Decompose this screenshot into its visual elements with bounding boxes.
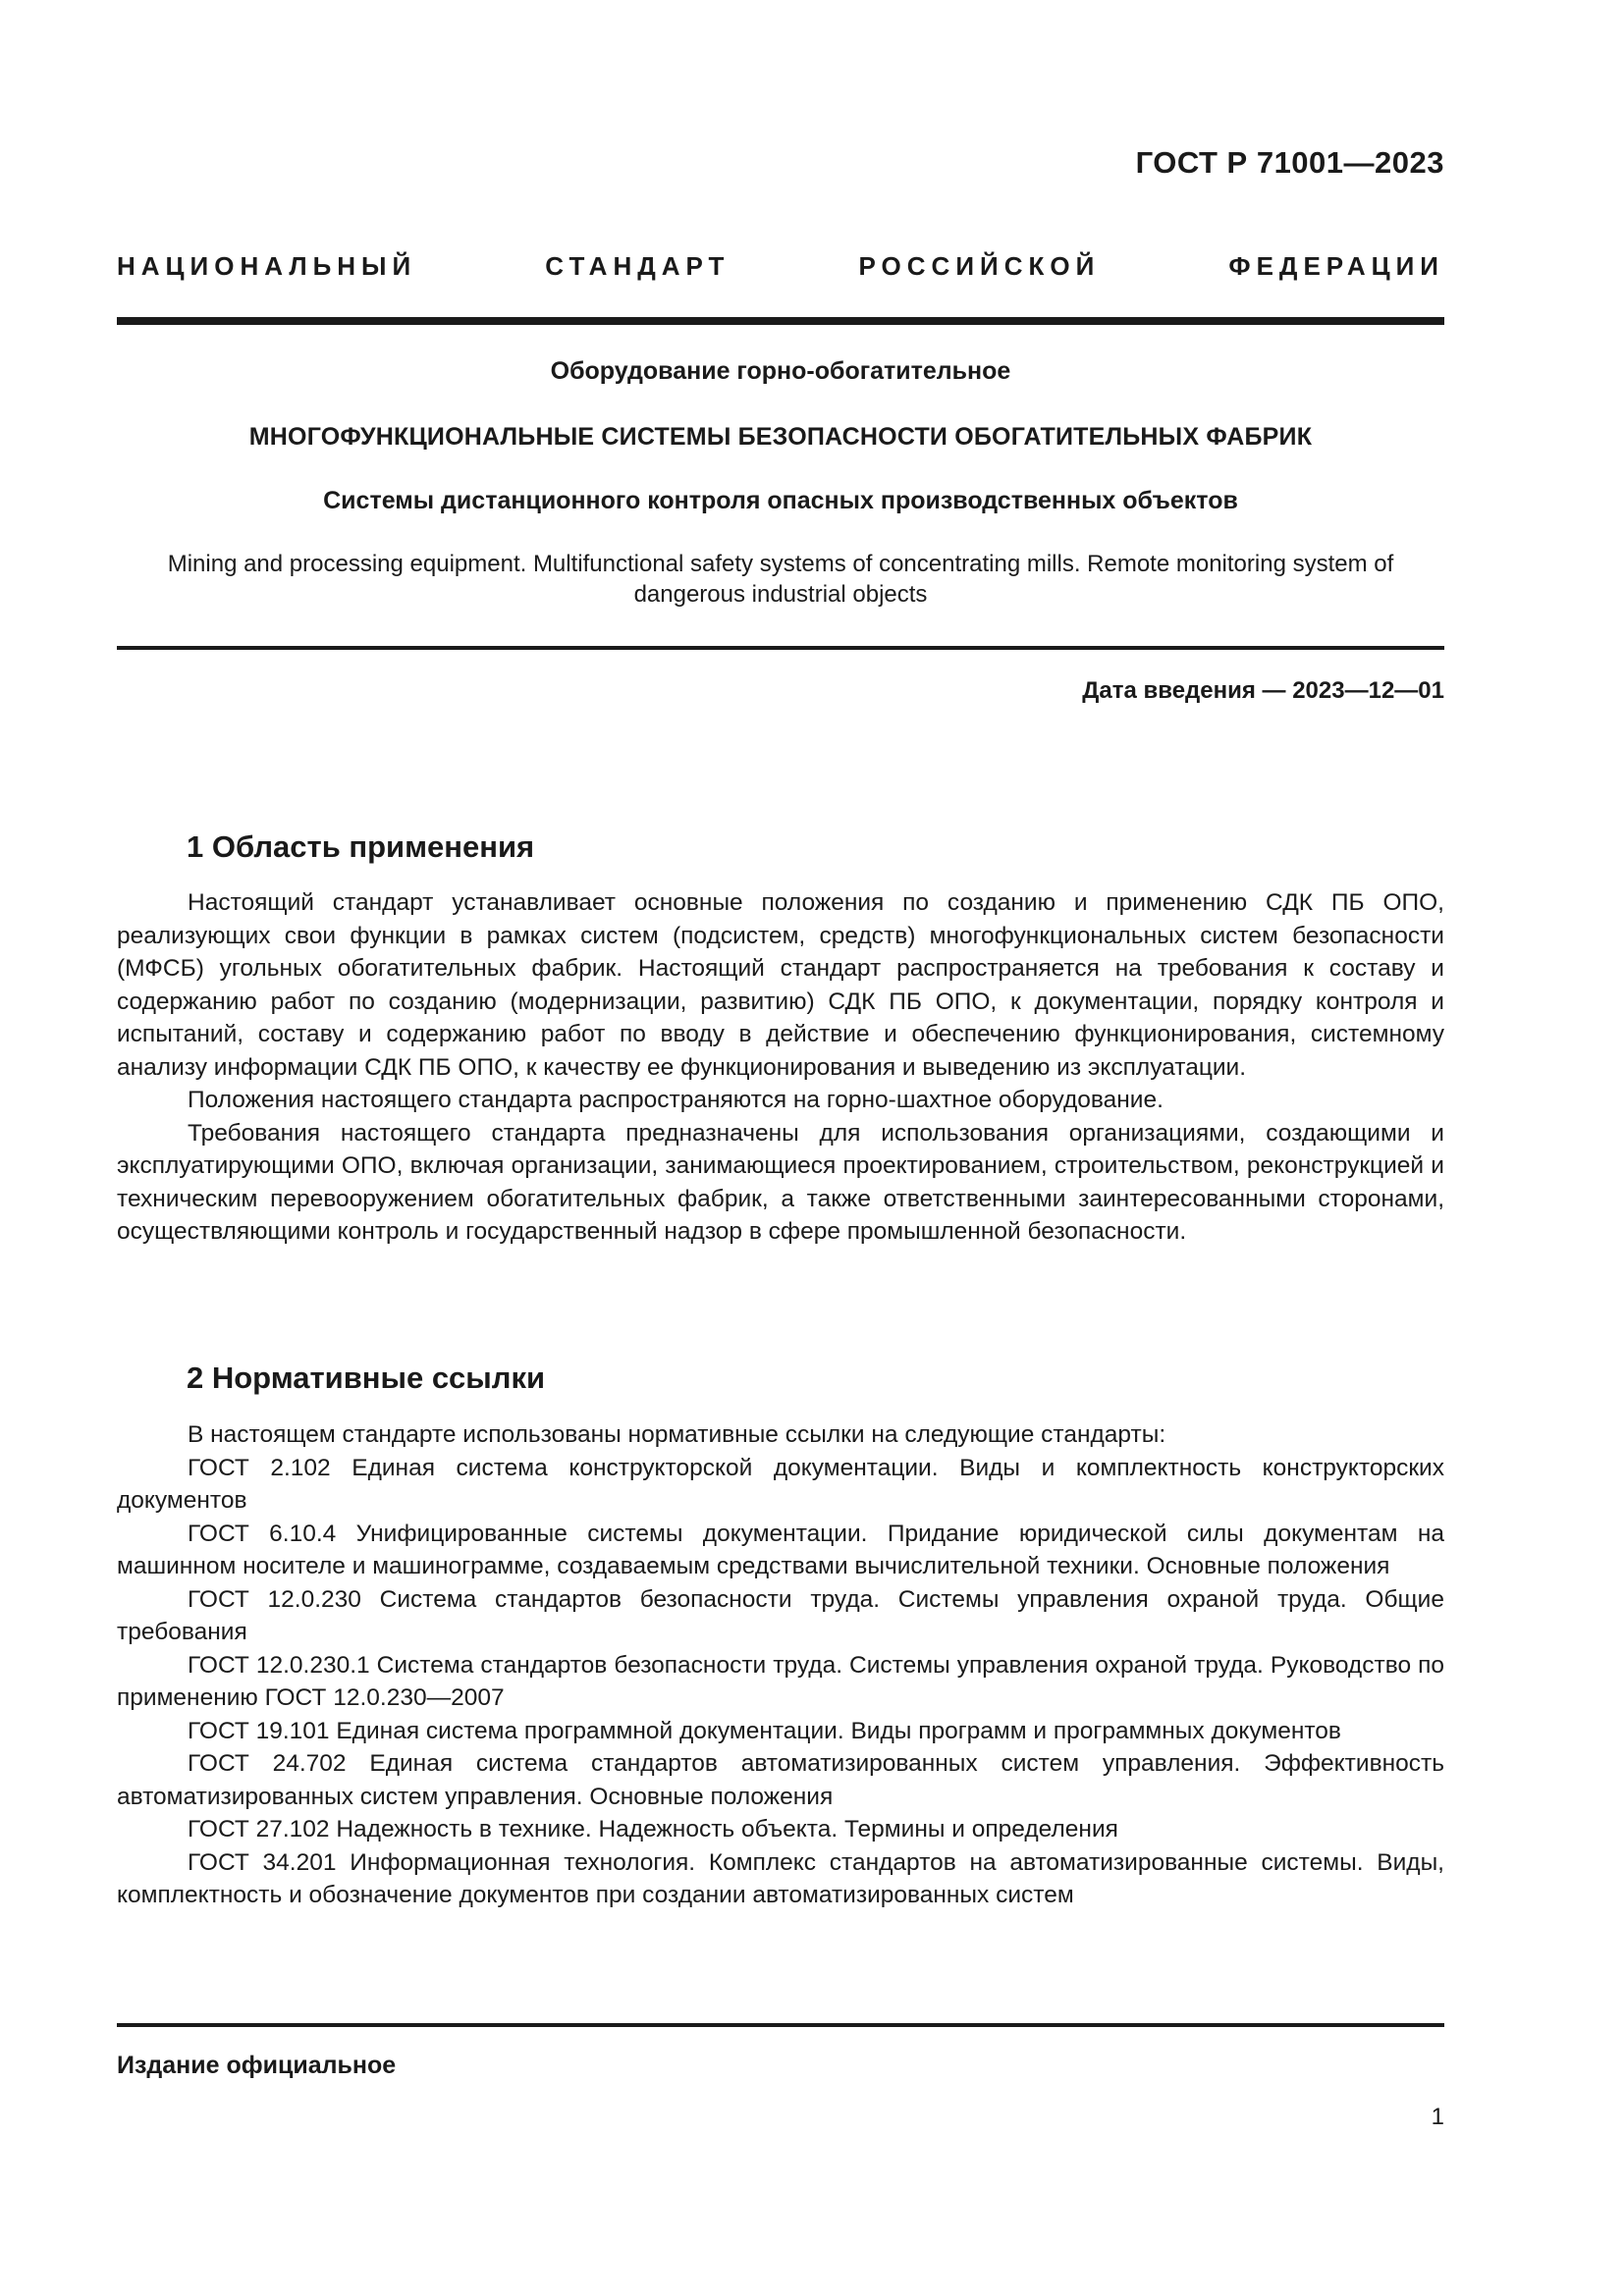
- reference-item: ГОСТ 27.102 Надежность в технике. Надежность объекта. Термины и определения: [188, 1816, 1118, 1842]
- section-1-heading: 1 Область применения: [187, 829, 535, 864]
- reference-intro: В настоящем стандарте использованы нормативные ссылки на следующие стандарты:: [188, 1421, 1166, 1448]
- reference-item: ГОСТ 12.0.230.1 Система стандартов безопасности труда. Системы управления охраной труда. Руководство по применению ГОСТ 12.0.230—2007: [117, 1651, 1444, 1711]
- section-1-paragraph: Положения настоящего стандарта распространяются на горно-шахтное оборудование.: [188, 1087, 1164, 1113]
- section-2-body: [117, 1418, 1444, 1912]
- national-standard-banner: НАЦИОНАЛЬНЫЙ СТАНДАРТ РОССИЙСКОЙ ФЕДЕРАЦИИ: [117, 251, 1444, 281]
- introduction-date: Дата введения — 2023—12—01: [1082, 677, 1444, 704]
- page-number: 1: [1431, 2104, 1444, 2130]
- reference-item: ГОСТ 2.102 Единая система конструкторской документации. Виды и комплектность конструкторских документов: [117, 1454, 1444, 1514]
- reference-item: ГОСТ 24.702 Единая система стандартов автоматизированных систем управления. Эффективность автоматизированных систем управления. Основные положения: [117, 1750, 1444, 1810]
- title-subtitle: Системы дистанционного контроля опасных производственных объектов: [323, 487, 1238, 514]
- reference-item: ГОСТ 6.10.4 Унифицированные системы документации. Придание юридической силы документам на машинном носителе и машинограмме, создаваемым средствами вычислительной техники. Основные положения: [117, 1520, 1444, 1579]
- reference-item: ГОСТ 19.101 Единая система программной документации. Виды программ и программных документов: [188, 1717, 1341, 1744]
- section-2-heading: 2 Нормативные ссылки: [187, 1361, 546, 1395]
- title-english: Mining and processing equipment. Multifunctional safety systems of concentrating mills. Remote monitoring system of dangerous industrial objects: [167, 551, 1394, 608]
- header-divider: [117, 317, 1444, 325]
- section-1-paragraph: Требования настоящего стандарта предназначены для использования организациями, создающими и эксплуатирующими ОПО, включая организации, занимающиеся проектированием, строительством, реконструкцией и техническим перевооружением обогатительных фабрик, а также ответственными заинтересованными сторонами, осуществляющими контроль и государственный надзор в сфере промышленной безопасности.: [117, 1119, 1444, 1245]
- document-number: ГОСТ Р 71001—2023: [1135, 145, 1444, 180]
- title-category: Оборудование горно-обогатительное: [550, 357, 1011, 385]
- reference-item: ГОСТ 34.201 Информационная технология. Комплекс стандартов на автоматизированные системы. Виды, комплектность и обозначение документов при создании автоматизированных систем: [117, 1848, 1444, 1908]
- footer-divider: [117, 2023, 1444, 2027]
- title-divider: [117, 646, 1444, 650]
- official-edition-label: Издание официальное: [117, 2052, 397, 2079]
- section-1-body: [117, 886, 1444, 1249]
- section-1-paragraph: Настоящий стандарт устанавливает основные положения по созданию и применению СДК ПБ ОПО, реализующих свои функции в рамках систем (подсистем, средств) многофункциональных систем безопасности (МФСБ) угольных обогатительных фабрик. Настоящий стандарт распространяется на требования к составу и содержанию работ по созданию (модернизации, развитию) СДК ПБ ОПО, к документации, порядку контроля и испытаний, составу и содержанию работ по вводу в действие и обеспечению функционирования, системному анализу информации СДК ПБ ОПО, к качеству ее функционирования и выведению из эксплуатации.: [117, 889, 1444, 1081]
- title-main: МНОГОФУНКЦИОНАЛЬНЫЕ СИСТЕМЫ БЕЗОПАСНОСТИ ОБОГАТИТЕЛЬНЫХ ФАБРИК: [248, 423, 1313, 451]
- reference-item: ГОСТ 12.0.230 Система стандартов безопасности труда. Системы управления охраной труда. Общие требования: [117, 1585, 1444, 1645]
